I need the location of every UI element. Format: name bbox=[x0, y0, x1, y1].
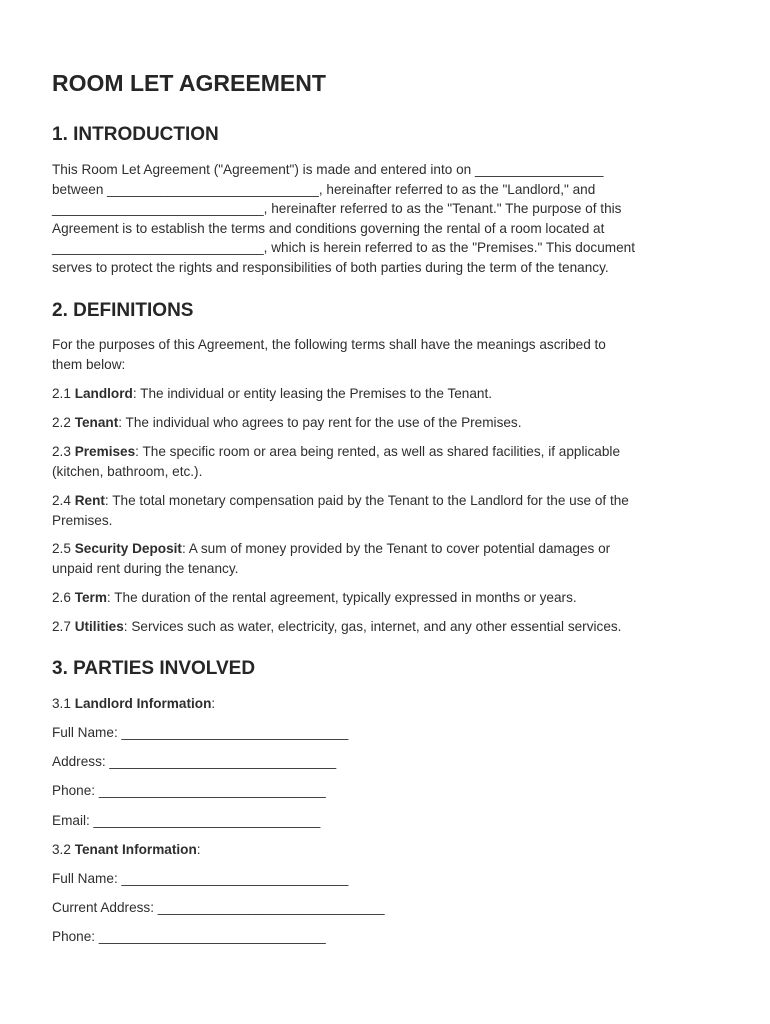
definition-item-rent bbox=[52, 491, 732, 530]
subsection-label: Landlord Information bbox=[74, 696, 212, 711]
definition-term: Landlord bbox=[74, 386, 133, 401]
definition-number: 2.4 bbox=[52, 493, 75, 508]
definition-item-premises bbox=[52, 442, 732, 481]
document-title: ROOM LET AGREEMENT bbox=[52, 70, 326, 96]
definition-number: 2.5 bbox=[52, 541, 75, 556]
landlord-full-name-field[interactable]: Full Name: ______________________________ bbox=[52, 725, 349, 740]
definition-number: 2.3 bbox=[52, 444, 75, 459]
tenant-information-heading bbox=[52, 840, 201, 860]
definition-text: : Services such as water, electricity, gas, internet, and any other essential services. bbox=[123, 619, 622, 634]
subsection-number: 3.1 bbox=[52, 696, 75, 711]
landlord-information-heading bbox=[52, 694, 215, 714]
definitions-intro-line: them below: bbox=[52, 356, 126, 372]
introduction-line: This Room Let Agreement ("Agreement") is made and entered into on _________________ bbox=[52, 162, 604, 177]
tenant-current-address-field[interactable]: Current Address: ______________________________ bbox=[52, 900, 385, 915]
introduction-heading: 1. INTRODUCTION bbox=[52, 124, 219, 145]
definition-item-tenant bbox=[52, 413, 732, 433]
definition-term: Tenant bbox=[74, 415, 119, 430]
definitions-heading: 2. DEFINITIONS bbox=[52, 300, 194, 321]
landlord-email-field[interactable]: Email: ______________________________ bbox=[52, 813, 321, 828]
definition-number: 2.7 bbox=[52, 619, 75, 634]
introduction-line: ____________________________, hereinafter referred to as the "Tenant." The purpose of this bbox=[52, 201, 622, 216]
introduction-line: Agreement is to establish the terms and conditions governing the rental of a room located at bbox=[52, 220, 605, 236]
definitions-intro-line: For the purposes of this Agreement, the following terms shall have the meanings ascribed to bbox=[52, 337, 606, 352]
introduction-line: serves to protect the rights and responsibilities of both parties during the term of the tenancy. bbox=[52, 259, 609, 275]
parties-heading: 3. PARTIES INVOLVED bbox=[52, 658, 256, 679]
definition-term: Security Deposit bbox=[74, 541, 182, 556]
definition-item-landlord bbox=[52, 384, 732, 404]
definition-text: : The individual or entity leasing the Premises to the Tenant. bbox=[132, 386, 493, 401]
definition-number: 2.6 bbox=[52, 590, 75, 605]
definition-term: Term bbox=[74, 590, 107, 605]
definition-text: : A sum of money provided by the Tenant to cover potential damages or bbox=[181, 541, 611, 556]
definitions-intro bbox=[52, 335, 732, 374]
definition-text: : The duration of the rental agreement, typically expressed in months or years. bbox=[106, 590, 577, 605]
definition-text: : The specific room or area being rented, as well as shared facilities, if applicable bbox=[135, 444, 620, 459]
introduction-line: between ____________________________, hereinafter referred to as the "Landlord," and bbox=[52, 181, 596, 197]
landlord-address-field[interactable]: Address: ______________________________ bbox=[52, 754, 337, 769]
definition-item-utilities bbox=[52, 617, 732, 637]
definition-number: 2.1 bbox=[52, 386, 75, 401]
landlord-phone-field[interactable]: Phone: ______________________________ bbox=[52, 783, 326, 798]
definition-text: : The individual who agrees to pay rent for the use of the Premises. bbox=[118, 415, 522, 430]
tenant-phone-field[interactable]: Phone: ______________________________ bbox=[52, 929, 326, 944]
definition-number: 2.2 bbox=[52, 415, 75, 430]
definition-text: : The total monetary compensation paid by the Tenant to the Landlord for the use of the bbox=[104, 493, 629, 508]
tenant-full-name-field[interactable]: Full Name: ______________________________ bbox=[52, 871, 349, 886]
definition-text-continued: Premises. bbox=[52, 512, 113, 528]
definition-item-term bbox=[52, 588, 732, 608]
definition-term: Rent bbox=[74, 493, 105, 508]
definition-term: Utilities bbox=[74, 619, 124, 634]
introduction-paragraph bbox=[52, 160, 732, 277]
subsection-suffix: : bbox=[196, 842, 201, 857]
definition-text-continued: unpaid rent during the tenancy. bbox=[52, 560, 239, 576]
subsection-suffix: : bbox=[211, 696, 216, 711]
subsection-label: Tenant Information bbox=[74, 842, 197, 857]
introduction-line: ____________________________, which is herein referred to as the "Premises." This document bbox=[52, 240, 635, 255]
subsection-number: 3.2 bbox=[52, 842, 75, 857]
definition-term: Premises bbox=[74, 444, 136, 459]
definition-text-continued: (kitchen, bathroom, etc.). bbox=[52, 463, 203, 479]
definition-item-security-deposit bbox=[52, 539, 732, 578]
